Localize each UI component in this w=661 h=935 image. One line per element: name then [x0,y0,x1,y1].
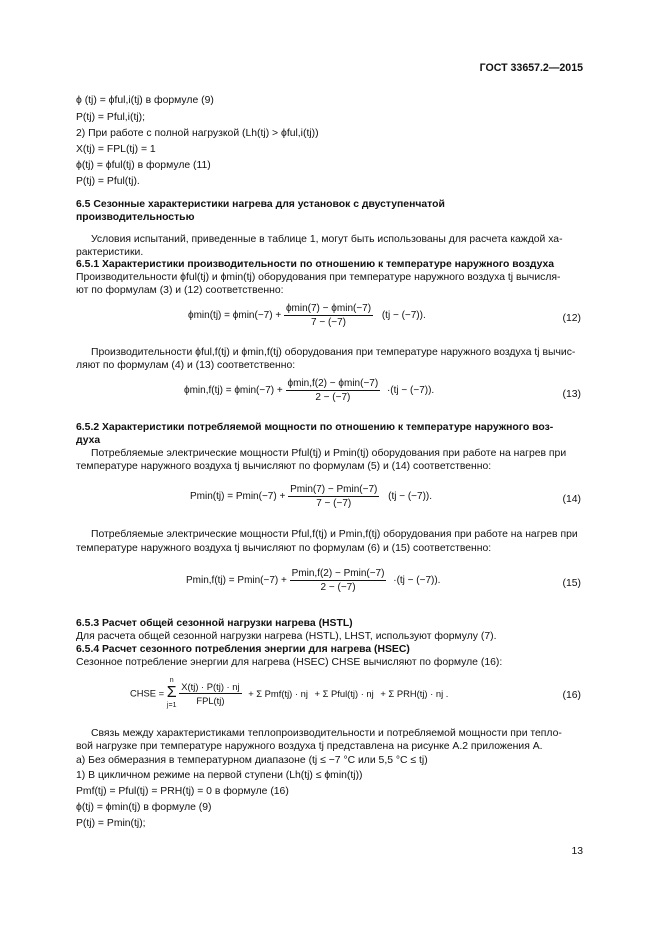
sum-bottom: j=1 [166,702,177,709]
equation-number: (12) [562,313,581,324]
eq-numerator: Pmin,f(2) − Pmin(−7) [291,568,385,579]
section-heading-6-5-cont: производительностью [76,212,195,223]
paragraph: температуре наружного воздуха tj вычисляют по формулам (5) и (14) соответственно: [76,461,492,472]
eq-fraction [179,681,241,706]
eq-fraction [288,484,379,509]
paragraph: ϕ(tj) = ϕmin(tj) в формуле (9) [76,802,212,813]
eq-lhs: ϕmin,f(tj) = ϕmin(−7) + [184,385,283,396]
eq-denominator: FPL(tj) [196,694,225,706]
equation-15 [186,568,440,593]
section-heading-6-5-1: 6.5.1 Характеристики производительности по отношению к температуре наружного воздуха [76,259,555,270]
eq-numerator: Pmin(7) − Pmin(−7) [290,484,378,495]
text-line: ϕ(tj) = ϕful(tj) в формуле (11) [76,160,211,171]
section-heading-6-5-3: 6.5.3 Расчет общей сезонной нагрузки нагрева (HSTL) [76,618,353,629]
equation-16 [130,676,448,710]
text-line: P(tj) = Pful(tj). [76,176,140,187]
eq-tail: (tj − (−7)). [381,310,426,321]
paragraph: температуре наружного воздуха tj вычисляют по формулам (6) и (15) соответственно: [76,543,492,554]
paragraph: ют по формулам (3) и (12) соответственно: [76,285,284,296]
eq-tail: ·(tj − (−7)). [386,385,435,396]
equation-12 [188,303,426,328]
text-line: ϕ (tj) = ϕful,i(tj) в формуле (9) [76,95,214,106]
eq-term: + Σ Pmf(tj) · nj [248,687,308,699]
paragraph: Сезонное потребление энергии для нагрева (HSEC) CHSE вычисляют по формуле (16): [76,657,503,668]
text-line: P(tj) = Pful,i(tj); [76,112,145,123]
eq-denominator: 2 − (−7) [320,582,356,593]
equation-number: (14) [562,494,581,505]
paragraph: Связь между характеристиками теплопроизводительности и потребляемой мощности при тепло- [91,728,562,739]
page-number: 13 [571,846,583,857]
sigma-icon: Σ [166,684,177,701]
eq-tail: ·(tj − (−7)). [393,575,441,586]
text-line: X(tj) = FPL(tj) = 1 [76,144,156,155]
eq-denominator: 7 − (−7) [316,498,352,509]
eq-numerator: X(tj) · P(tj) · nj [181,680,240,692]
eq-denominator: 2 − (−7) [315,392,351,403]
section-heading-6-5-2: 6.5.2 Характеристики потребляемой мощности по отношению к температуре наружного воз- [76,422,554,433]
eq-numerator: ϕmin(7) − ϕmin(−7) [285,303,372,314]
paragraph: ляют по формулам (4) и (13) соответственно: [76,360,296,371]
paragraph: P(tj) = Pmin(tj); [76,818,146,829]
equation-13 [184,378,434,403]
sum-top: n [169,677,174,684]
paragraph: Производительности ϕful(tj) и ϕmin(tj) оборудования при температуре наружного воздуха tj вычисля- [76,272,561,283]
eq-fraction [290,568,387,593]
doc-header: ГОСТ 33657.2—2015 [479,62,583,74]
paragraph: рактеристики. [76,247,144,258]
eq-tail: (tj − (−7)). [388,491,433,502]
section-heading-6-5-4: 6.5.4 Расчет сезонного потребления энергии для нагрева (HSEC) [76,644,410,655]
equation-14 [190,484,432,509]
equation-number: (15) [562,578,581,589]
section-heading-6-5: 6.5 Сезонные характеристики нагрева для установок с двуступенчатой [76,199,445,210]
eq-lhs: Pmin(tj) = Pmin(−7) + [190,491,286,502]
eq-term: + Σ Pful(tj) · nj [314,687,374,699]
paragraph: вой нагрузке при температуре наружного воздуха tj представлена на рисунке А.2 приложения А. [76,741,543,752]
eq-term: + Σ PRH(tj) · nj . [380,687,449,699]
paragraph: 1) В цикличном режиме на первой ступени (Lh(tj) ≤ ϕmin(tj)) [76,770,363,781]
eq-denominator: 7 − (−7) [310,317,347,328]
eq-lhs: Pmin,f(tj) = Pmin(−7) + [186,575,287,586]
paragraph: Производительности ϕful,f(tj) и ϕmin,f(tj) оборудования при температуре наружного воздуха tj вычис- [91,347,576,358]
eq-fraction [284,303,373,328]
paragraph: Условия испытаний, приведенные в таблице 1, могут быть использованы для расчета каждой ха- [91,234,563,245]
paragraph: Потребляемые электрические мощности Pful(tj) и Pmin(tj) оборудования при работе на нагрев при [91,448,567,459]
paragraph: Потребляемые электрические мощности Pful,f(tj) и Pmin,f(tj) оборудования при работе на нагрев при [91,529,578,540]
eq-lhs: ϕmin(tj) = ϕmin(−7) + [188,310,282,321]
eq-fraction [286,378,381,403]
paragraph: Для расчета общей сезонной нагрузки нагрева (HSTL), LHST, используют формулу (7). [76,631,497,642]
equation-number: (16) [562,690,581,701]
section-heading-6-5-2-cont: духа [76,435,101,446]
text-line: 2) При работе с полной нагрузкой (Lh(tj) > ϕful,i(tj)) [76,128,319,139]
paragraph: Pmf(tj) = Pful(tj) = PRH(tj) = 0 в формуле (16) [76,786,289,797]
equation-number: (13) [562,389,581,400]
sum-symbol [167,676,177,710]
eq-numerator: ϕmin,f(2) − ϕmin(−7) [287,378,379,389]
eq-lhs: CHSE = [130,687,165,699]
paragraph: а) Без обмеразния в температурном диапазоне (tj ≤ −7 °С или 5,5 °С ≤ tj) [76,755,428,766]
